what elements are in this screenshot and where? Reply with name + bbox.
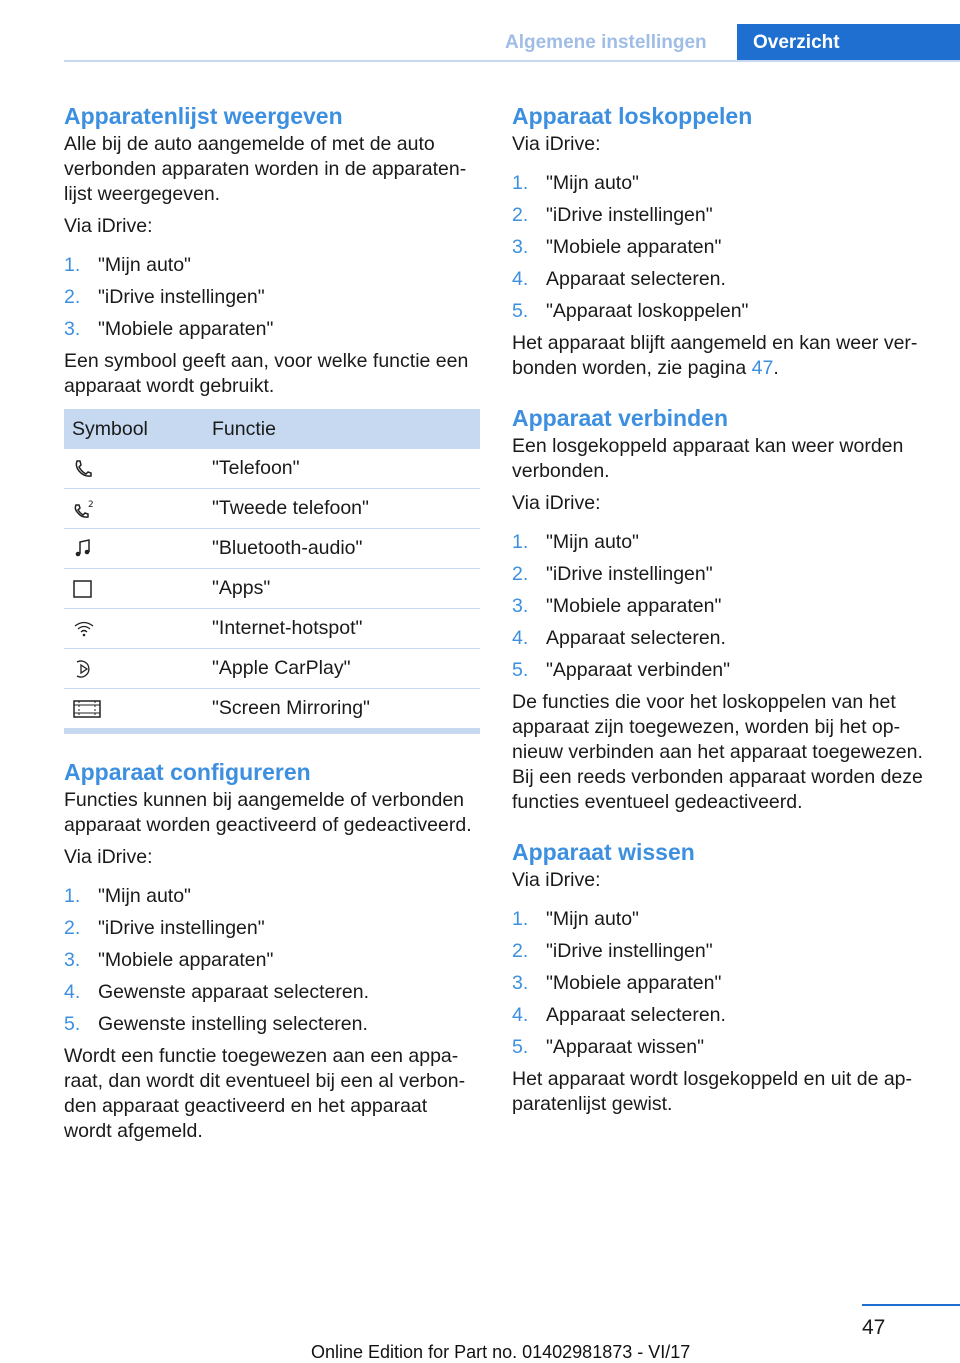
- list-item: 2. "iDrive instellingen": [512, 935, 928, 967]
- via-idrive-label: Via iDrive:: [512, 492, 601, 514]
- list-item: 5. Gewenste instelling selecteren.: [64, 1008, 480, 1040]
- list-item: 1. "Mijn auto": [64, 249, 480, 281]
- apps-square-icon: [64, 569, 204, 609]
- step-number: 2.: [512, 563, 529, 585]
- heading-wissen: Apparaat wissen: [512, 839, 695, 865]
- step-number: 3.: [64, 318, 81, 340]
- via-idrive-label: Via iDrive:: [512, 869, 601, 891]
- step-number: 3.: [512, 236, 529, 258]
- footer-divider: [862, 1304, 960, 1306]
- list-item: 1. "Mijn auto": [64, 880, 480, 912]
- table-cell: "Bluetooth-audio": [204, 529, 480, 569]
- step-number: 2.: [512, 940, 529, 962]
- step-number: 1.: [512, 531, 529, 553]
- carplay-icon: [64, 649, 204, 689]
- steps-list: [512, 526, 928, 686]
- step-number: 3.: [512, 595, 529, 617]
- step-number: 2.: [64, 917, 81, 939]
- list-item: 2. "iDrive instellingen": [64, 281, 480, 313]
- music-note-icon: [64, 529, 204, 569]
- step-number: 5.: [512, 1036, 529, 1058]
- paragraph: De functies die voor het loskoppelen van het apparaat zijn toegewezen, worden bij het opnieuw verbinden aan het apparaat toegewezen. Bij een reeds verbonden apparaat worden deze functies eventueel gedeactiveerd.: [512, 691, 923, 813]
- via-idrive-label: Via iDrive:: [64, 846, 153, 868]
- table-row: [64, 689, 480, 729]
- list-item: 4. Apparaat selecteren.: [512, 999, 928, 1031]
- second-phone-icon: [64, 489, 204, 529]
- steps-list: [64, 880, 480, 1040]
- header-section-title: Algemene instellingen: [505, 32, 707, 53]
- heading-apparatenlijst: Apparatenlijst weergeven: [64, 103, 343, 129]
- table-row: [64, 529, 480, 569]
- via-idrive-label: Via iDrive:: [64, 215, 153, 237]
- right-column: [512, 100, 928, 1124]
- step-number: 4.: [512, 627, 529, 649]
- paragraph: Alle bij de auto aangemelde of met de auto verbonden apparaten worden in de apparatenlijst weergegeven.: [64, 133, 467, 205]
- paragraph: Wordt een functie toegewezen aan een apparaat, dan wordt dit eventueel bij een al verbonden apparaat geactiveerd en het apparaat wordt afgemeld.: [64, 1045, 466, 1142]
- table-row: [64, 609, 480, 649]
- step-number: 1.: [512, 908, 529, 930]
- table-cell: "Telefoon": [204, 449, 480, 489]
- step-number: 4.: [512, 268, 529, 290]
- table-row: [64, 489, 480, 529]
- paragraph: Een losgekoppeld apparaat kan weer worden verbonden.: [512, 435, 904, 482]
- svg-text:2: 2: [88, 499, 94, 510]
- header-divider: [64, 60, 960, 62]
- wifi-icon: [64, 609, 204, 649]
- step-number: 3.: [512, 972, 529, 994]
- paragraph: Functies kunnen bij aangemelde of verbonden apparaat worden geactiveerd of gedeactiveerd.: [64, 789, 472, 836]
- list-item: 1. "Mijn auto": [512, 526, 928, 558]
- list-item: 2. "iDrive instellingen": [64, 912, 480, 944]
- table-cell: "Screen Mirroring": [204, 689, 480, 729]
- symbol-table: [64, 409, 480, 729]
- table-row: [64, 569, 480, 609]
- list-item: 3. "Mobiele apparaten": [64, 944, 480, 976]
- page-number: 47: [862, 1316, 886, 1339]
- list-item: 5. "Apparaat wissen": [512, 1031, 928, 1063]
- list-item: 1. "Mijn auto": [512, 167, 928, 199]
- step-number: 4.: [64, 981, 81, 1003]
- list-item: 3. "Mobiele apparaten": [512, 590, 928, 622]
- table-header-row: [64, 409, 480, 449]
- paragraph: Het apparaat wordt losgekoppeld en uit de apparatenlijst gewist.: [512, 1068, 913, 1115]
- table-cell: "Internet-hotspot": [204, 609, 480, 649]
- table-row: [64, 649, 480, 689]
- column-header: Symbool: [64, 409, 204, 449]
- list-item: 3. "Mobiele apparaten": [512, 967, 928, 999]
- list-item: 4. Gewenste apparaat selecteren.: [64, 976, 480, 1008]
- list-item: 2. "iDrive instellingen": [512, 558, 928, 590]
- phone-icon: [64, 449, 204, 489]
- list-item: 5. "Apparaat loskoppelen": [512, 295, 928, 327]
- via-idrive-label: Via iDrive:: [512, 133, 601, 155]
- steps-list: [512, 167, 928, 327]
- column-header: Functie: [204, 409, 480, 449]
- step-number: 1.: [512, 172, 529, 194]
- step-number: 4.: [512, 1004, 529, 1026]
- table-cell: "Apps": [204, 569, 480, 609]
- list-item: 1. "Mijn auto": [512, 903, 928, 935]
- list-item: 4. Apparaat selecteren.: [512, 622, 928, 654]
- screen-mirroring-icon: [64, 689, 204, 729]
- header-chapter-tab: Overzicht: [737, 24, 960, 62]
- list-item: 3. "Mobiele apparaten": [64, 313, 480, 345]
- step-number: 2.: [64, 286, 81, 308]
- table-cell: "Apple CarPlay": [204, 649, 480, 689]
- left-column: [64, 100, 480, 1151]
- steps-list: [512, 903, 928, 1063]
- table-cell: "Tweede telefoon": [204, 489, 480, 529]
- step-number: 3.: [64, 949, 81, 971]
- list-item: 3. "Mobiele apparaten": [512, 231, 928, 263]
- step-number: 1.: [64, 254, 81, 276]
- step-number: 1.: [64, 885, 81, 907]
- steps-list: [64, 249, 480, 345]
- list-item: 4. Apparaat selecteren.: [512, 263, 928, 295]
- heading-configureren: Apparaat configureren: [64, 759, 311, 785]
- step-number: 5.: [64, 1013, 81, 1035]
- edition-note: Online Edition for Part no. 01402981873 - VI/17: [311, 1342, 691, 1362]
- page-link[interactable]: 47: [751, 357, 774, 379]
- list-item: 5. "Apparaat verbinden": [512, 654, 928, 686]
- heading-verbinden: Apparaat verbinden: [512, 405, 728, 431]
- step-number: 5.: [512, 300, 529, 322]
- paragraph: Het apparaat blijft aangemeld en kan weer verbonden worden, zie pagina 47.: [512, 332, 918, 379]
- paragraph: Een symbool geeft aan, voor welke functie een apparaat wordt gebruikt.: [64, 350, 469, 397]
- list-item: 2. "iDrive instellingen": [512, 199, 928, 231]
- step-number: 2.: [512, 204, 529, 226]
- table-row: [64, 449, 480, 489]
- heading-loskoppelen: Apparaat loskoppelen: [512, 103, 753, 129]
- step-number: 5.: [512, 659, 529, 681]
